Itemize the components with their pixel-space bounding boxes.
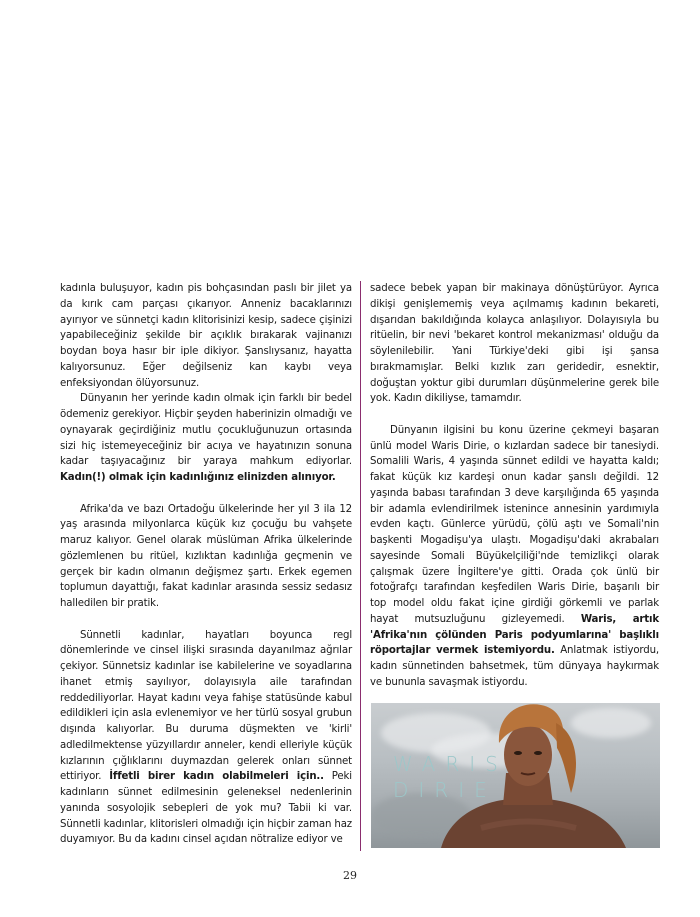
- article-column-right: [370, 281, 659, 691]
- page-number: 29: [343, 869, 357, 882]
- paragraph: [60, 391, 352, 486]
- paragraph-spacer: [370, 407, 659, 423]
- photo-title-line2: DIRIE: [393, 778, 497, 802]
- text-run: Peki kadınların sünnet edilmesinin geleneksel nedenlerinin yanında sosyolojik sebepleri de yok mu? Tabii ki var. Sünnetli kadınlar, klitorisleri olmadığı için hiçbir zaman haz duyamıyor. Bu da kadını cinsel açıdan nötralize ediyor ve: [60, 771, 352, 846]
- paragraph-spacer: [60, 486, 352, 502]
- text-run: kadınla buluşuyor, kadın pis bohçasından paslı bir jilet ya da kırık cam parçası çıkarıyor. Anneniz bacaklarınızı ayırıyor ve sünnetçi kadın klitorisinizi kesip, sadece çişinizi yapabileceğiniz şekilde bir açıklık bırakarak vajinanızı boydan boya hasır bir iple dikiyor. Şanslıysanız, hayatta kalıyorsunuz. Eğer değilseniz kan kaybı veya enfeksiyondan ölüyorsunuz.: [60, 283, 352, 389]
- bold-text: Waris, artık 'Afrika'nın çölünden Paris podyumlarına' başlıklı röportajlar vermek istemiyordu.: [370, 613, 659, 657]
- text-run: Afrika'da ve bazı Ortadoğu ülkelerinde her yıl 3 ila 12 yaş arasında milyonlarca küçük kız çocuğu bu vahşete maruz kalıyor. Genel olarak müslüman Afrika ülkelerinde gözlemlenen bu ritüel, kızlıktan kadınlığa geçmenin ve gerçek bir kadın olmanın değişmez şartı. Erkek egemen toplumun dayattığı, fakat kadınlar arasında sessiz sedasız halledilen bir pratik.: [60, 503, 352, 609]
- column-divider: [360, 281, 361, 851]
- text-run: sadece bebek yapan bir makinaya dönüştürüyor. Ayrıca dikişi genişlememiş veya açılmamış kadının bekareti, dışarıdan bakıldığında kolayca anlaşılıyor. Dolayısıyla bu ritüelin, bir nevi 'bekaret kontrol mekanizması' olduğu da söylenilebilir. Yani Türkiye'deki gibi işi şansa bırakmamışlar. Belki kızlık zarı geridedir, esnektir, doğuştan yoktur gibi durumları düşünmelerine gerek bile yok. Kadın dikiliyse, tamamdır.: [370, 283, 659, 405]
- paragraph: [60, 281, 352, 391]
- photo-title: [393, 751, 508, 803]
- paragraph: [370, 281, 659, 407]
- waris-dirie-photo: [371, 703, 660, 848]
- paragraph: [60, 502, 352, 612]
- bold-text: İffetli birer kadın olabilmeleri için..: [109, 771, 324, 783]
- photo-title-line1: WARIS: [393, 752, 508, 776]
- text-run: Sünnetli kadınlar, hayatları boyunca regl dönemlerinde ve cinsel ilişki sırasında dayanılmaz ağrılar çekiyor. Sünnetsiz kadınlar ise kabilelerine ve soyadlarına ihanet etmiş sayılıyor, dolayısıyla aile tarafından reddediliyorlar. Hayat kadını veya fahişe statüsünde kabul edildikleri için asla evlenemiyor ve her türlü sosyal grubun dışında kalıyorlar. Bu duruma düşmekten ve 'kirli' adledilmektense yüzyıllardır anneler, kendi elleriyle küçük kızlarının çığlıklarını duymazdan gelerek onları sünnet ettiriyor.: [60, 629, 352, 783]
- text-run: Anlatmak istiyordu, kadın sünnetinden bahsetmek, tüm dünyaya haykırmak ve bununla savaşmak istiyordu.: [370, 645, 659, 688]
- text-run: Dünyanın ilgisini bu konu üzerine çekmeyi başaran ünlü model Waris Dirie, o kızlardan sadece bir tanesiydi. Somalili Waris, 4 yaşında sünnet edildi ve hayatta kaldı; fakat küçük kız kardeşi onun kadar şanslı değildi. 12 yaşında babası tarafından 3 deve karşılığında 65 yaşında bir adamla evlendirilmek istenince annesinin yardımıyla evden kaçtı. Günlerce yürüdü, çölü aştı ve Somali'nin başkenti Mogadişu'ya ulaştı. Mogadişu'daki akrabaları sayesinde Somali Büyükelçiliği'nde temizlikçi olarak çalışmak üzere İngiltere'ye gitti. Orada çok ünlü bir fotoğrafçı tarafından keşfedilen Waris Dirie, başarılı bir top model oldu fakat içine girdiği görkemli ve parlak hayat mutsuzluğunu gizleyemedi.: [370, 424, 659, 625]
- paragraph-spacer: [60, 612, 352, 628]
- article-column-left: [60, 281, 352, 848]
- text-run: Dünyanın her yerinde kadın olmak için farklı bir bedel ödemeniz gerekiyor. Hiçbir şeyden haberinizin olmadığı ve oynayarak geçirdiğiniz mutlu çocukluğunuzun ortasında sizi hiç istemeyeceğiniz bir acıya ve hayatınızın sonuna kadar taşıyacağınız bir yaraya mahkum ediyorlar.: [60, 393, 352, 468]
- paragraph: [60, 628, 352, 849]
- bold-text: Kadın(!) olmak için kadınlığınız elinizden alınıyor.: [60, 472, 336, 483]
- paragraph: [370, 423, 659, 691]
